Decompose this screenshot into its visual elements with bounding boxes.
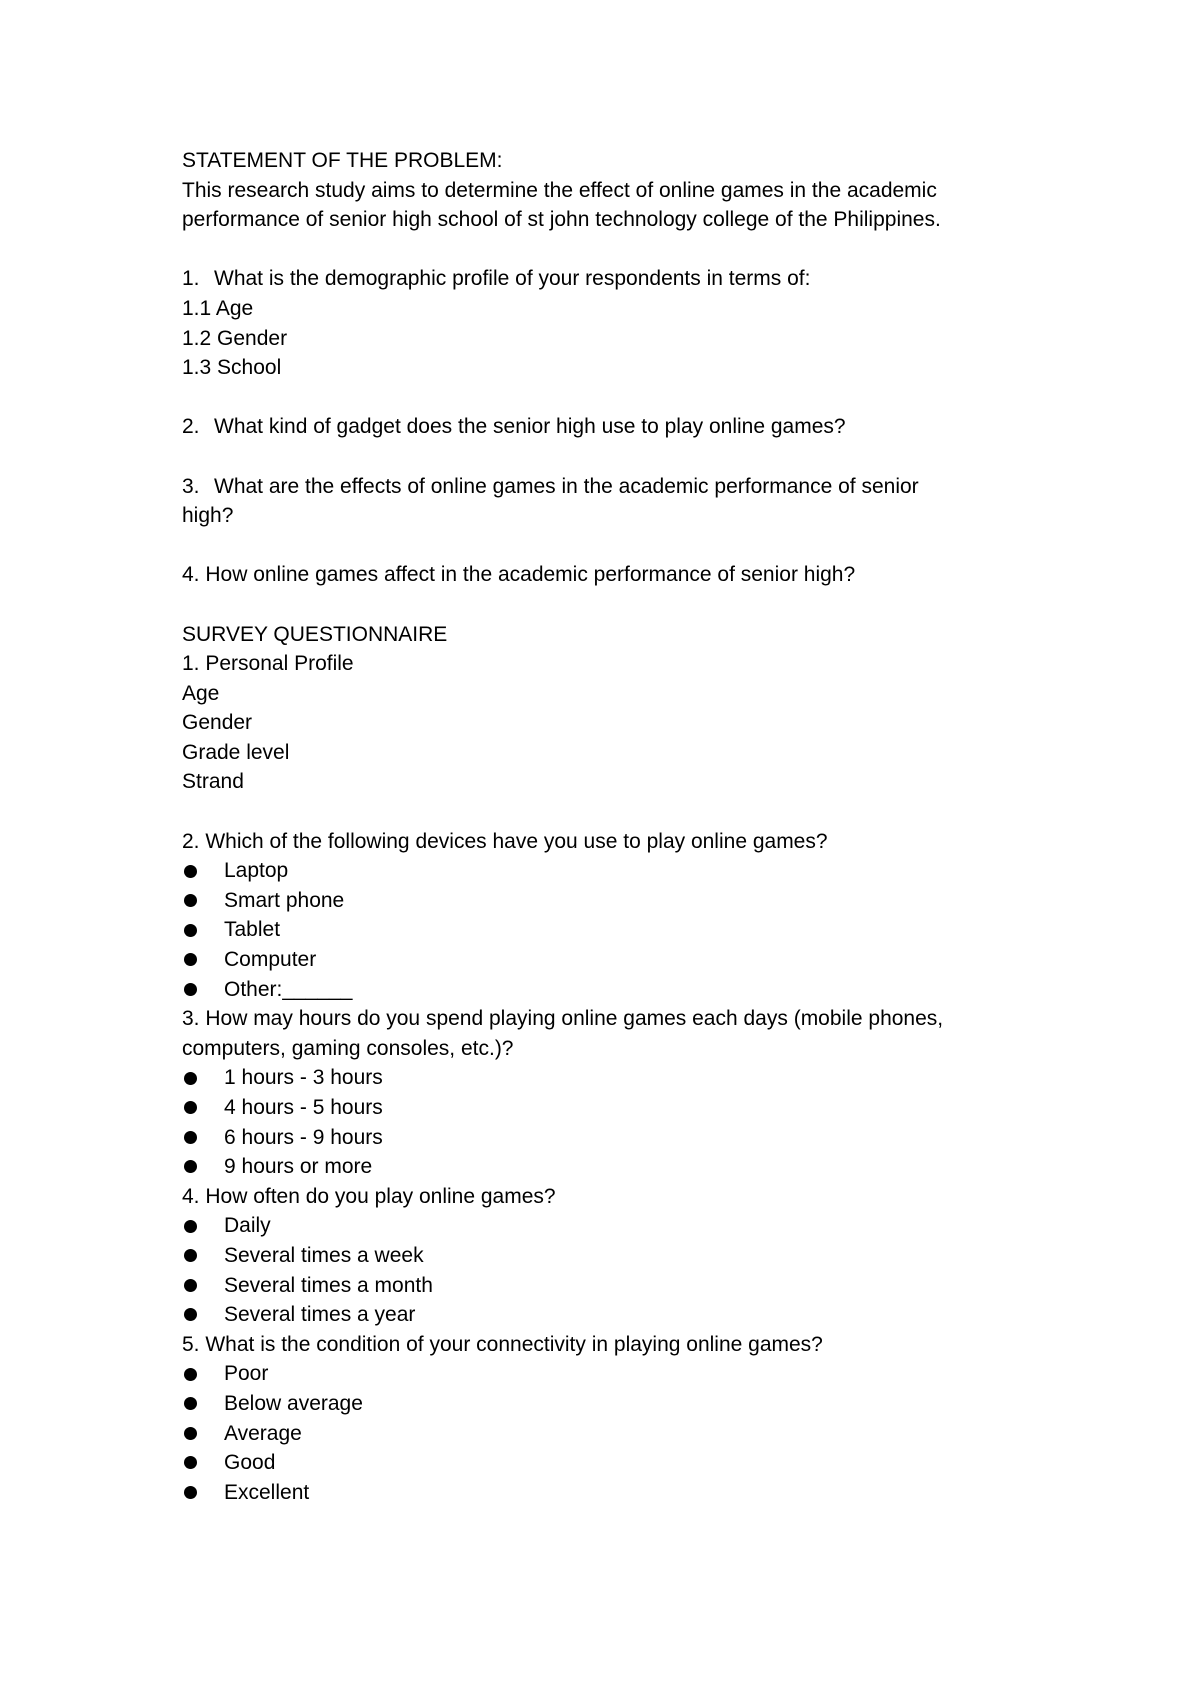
problem-question-1-sub-gender: 1.2 Gender	[182, 326, 288, 350]
survey-question-2: 2. Which of the following devices have you use to play online games?	[182, 829, 828, 853]
bullet-icon	[184, 865, 197, 878]
problem-intro-line-1: This research study aims to determine the effect of online games in the academic	[182, 178, 937, 202]
option-label: Several times a month	[224, 1273, 433, 1297]
survey-question-2-options	[182, 856, 1062, 1004]
option-label: 4 hours - 5 hours	[224, 1096, 383, 1119]
option-label: Excellent	[224, 1480, 310, 1504]
problem-question-3-line-1: What are the effects of online games in the academic performance of senior	[214, 474, 919, 498]
list-item	[182, 1359, 1062, 1389]
list-item	[182, 886, 1062, 916]
blank-line	[182, 442, 1062, 472]
option-label: 1 hours - 3 hours	[224, 1066, 383, 1090]
bullet-icon	[184, 983, 197, 996]
option-label: Other:______	[224, 977, 353, 1001]
list-item	[182, 1211, 1062, 1241]
bullet-icon	[184, 953, 197, 966]
problem-intro-line-2: performance of senior high school of st john technology college of the Philippines.	[182, 208, 941, 232]
survey-question-4-options	[182, 1211, 1062, 1329]
option-label: Poor	[224, 1362, 269, 1386]
blank-line	[182, 590, 1062, 620]
bullet-icon	[184, 1249, 197, 1262]
problem-question-1	[182, 264, 1062, 294]
bullet-icon	[184, 1427, 197, 1440]
survey-profile-field-grade-level: Grade level	[182, 740, 290, 764]
survey-profile-title: 1. Personal Profile	[182, 652, 354, 676]
list-item	[182, 1093, 1062, 1123]
problem-question-3-number: 3.	[182, 474, 200, 498]
option-label: 6 hours - 9 hours	[224, 1125, 383, 1149]
list-item	[182, 1478, 1062, 1508]
list-item	[182, 1448, 1062, 1478]
list-item	[182, 1063, 1062, 1093]
list-item	[182, 1152, 1062, 1182]
blank-line	[182, 531, 1062, 561]
survey-question-5-options	[182, 1359, 1062, 1507]
bullet-icon	[184, 1308, 197, 1321]
survey-heading: SURVEY QUESTIONNAIRE	[182, 622, 448, 646]
bullet-icon	[184, 894, 197, 907]
list-item	[182, 1123, 1062, 1153]
problem-question-1-sub-school: 1.3 School	[182, 356, 282, 380]
list-item	[182, 975, 1062, 1005]
problem-heading: STATEMENT OF THE PROBLEM:	[182, 149, 503, 172]
list-item	[182, 1389, 1062, 1419]
problem-question-2	[182, 412, 1062, 442]
survey-profile-field-gender: Gender	[182, 711, 253, 735]
bullet-icon	[184, 924, 197, 937]
option-label: Tablet	[224, 918, 281, 942]
bullet-icon	[184, 1456, 197, 1469]
survey-question-3-options	[182, 1063, 1062, 1181]
bullet-icon	[184, 1486, 197, 1499]
blank-line	[182, 797, 1062, 827]
survey-question-3-line-2: computers, gaming consoles, etc.)?	[182, 1036, 514, 1060]
survey-question-4: 4. How often do you play online games?	[182, 1184, 556, 1208]
bullet-icon	[184, 1220, 197, 1233]
survey-profile-field-strand: Strand	[182, 770, 244, 794]
survey-question-3-line-1: 3. How may hours do you spend playing online games each days (mobile phones,	[182, 1007, 944, 1031]
list-item	[182, 856, 1062, 886]
problem-question-4: 4. How online games affect in the academic performance of senior high?	[182, 563, 856, 587]
bullet-icon	[184, 1160, 197, 1173]
list-item	[182, 1271, 1062, 1301]
problem-question-3	[182, 472, 1062, 531]
list-item	[182, 1241, 1062, 1271]
bullet-icon	[184, 1368, 197, 1381]
bullet-icon	[184, 1397, 197, 1410]
option-label: Below average	[224, 1391, 363, 1415]
problem-question-3-line-2: high?	[182, 504, 234, 528]
option-label: Average	[224, 1421, 302, 1445]
bullet-icon	[184, 1101, 197, 1114]
blank-line	[182, 235, 1062, 265]
option-label: Computer	[224, 948, 317, 972]
list-item	[182, 1419, 1062, 1449]
option-label: Several times a week	[224, 1243, 424, 1267]
problem-question-2-number: 2.	[182, 415, 200, 439]
list-item	[182, 1300, 1062, 1330]
option-label: Daily	[224, 1214, 271, 1238]
problem-question-1-number: 1.	[182, 267, 200, 291]
bullet-icon	[184, 1131, 197, 1144]
bullet-icon	[184, 1279, 197, 1292]
option-label: Smart phone	[224, 888, 345, 912]
bullet-icon	[184, 1072, 197, 1085]
blank-line	[182, 383, 1062, 413]
survey-profile-field-age: Age	[182, 681, 220, 705]
document-body	[182, 146, 1062, 1507]
option-label: 9 hours or more	[224, 1155, 373, 1179]
option-label: Good	[224, 1451, 276, 1475]
problem-question-1-text: What is the demographic profile of your respondents in terms of:	[214, 267, 811, 291]
problem-question-2-text: What kind of gadget does the senior high use to play online games?	[214, 415, 846, 439]
option-label: Laptop	[224, 859, 289, 883]
problem-question-1-sub-age: 1.1 Age	[182, 296, 254, 320]
option-label: Several times a year	[224, 1303, 416, 1327]
survey-question-5: 5. What is the condition of your connectivity in playing online games?	[182, 1332, 823, 1356]
list-item	[182, 945, 1062, 975]
list-item	[182, 915, 1062, 945]
